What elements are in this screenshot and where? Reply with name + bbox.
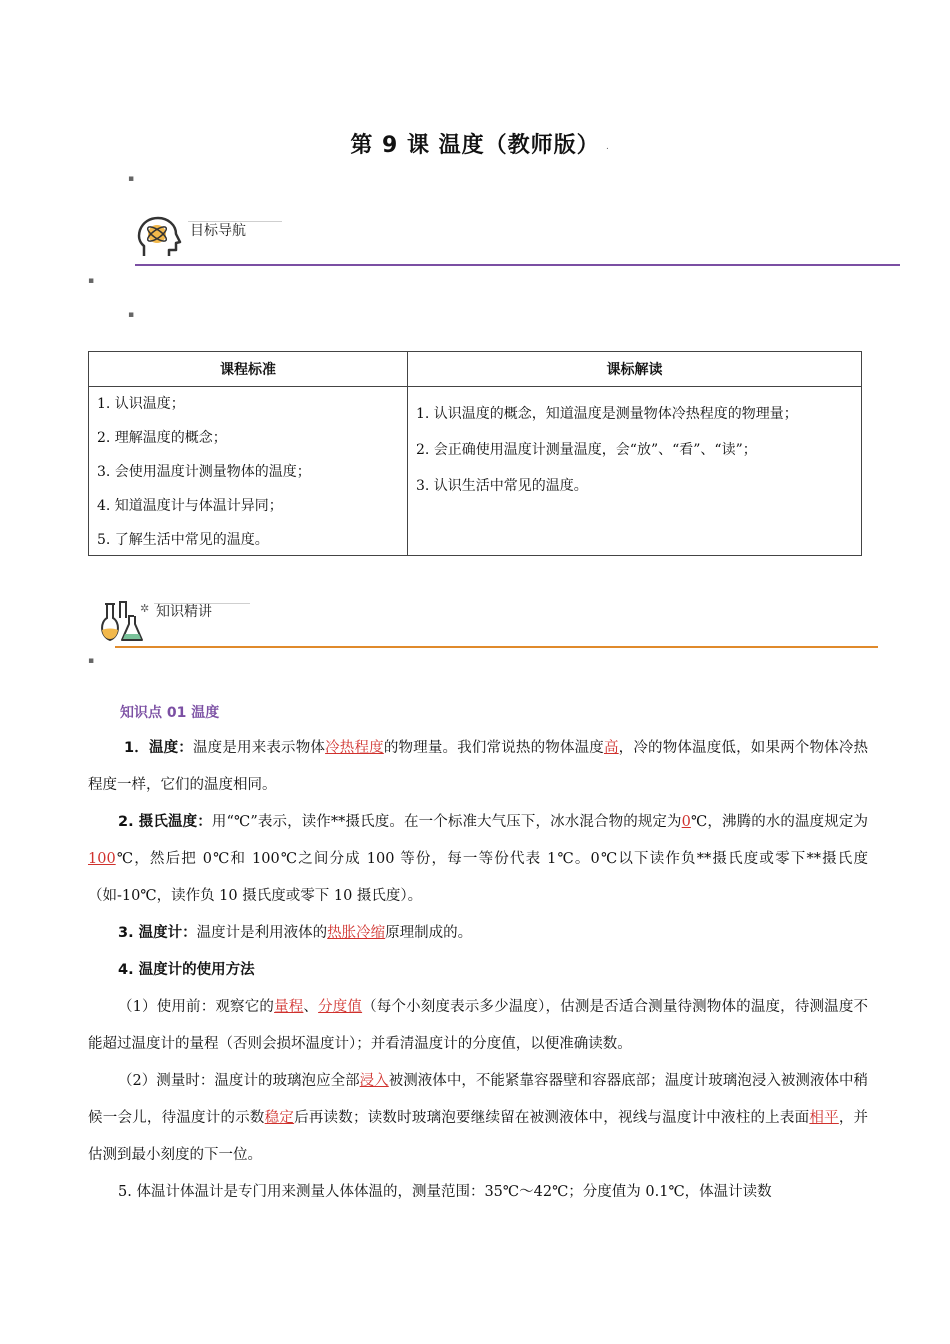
text: 后再读数；读数时玻璃泡要继续留在被测液体中，视线与温度计中液柱的上表面 xyxy=(294,1110,810,1126)
list-item: 5. 了解生活中常见的温度。 xyxy=(97,532,269,548)
keyword: 0 xyxy=(681,814,691,830)
text: ，并估测到最小刻度的下一位。 xyxy=(88,1110,869,1163)
text: （每个小刻度表示多少温度），估测是否适合测量待测物体的温度，待测温度不能超过温度计的量程（否则会损坏温度计）；并看清温度计的分度值，以便准确读数。 xyxy=(88,999,869,1052)
text: 、 xyxy=(303,999,319,1015)
text: （1）使用前：观察它的 xyxy=(118,999,275,1015)
term-label: 3. 温度计： xyxy=(118,925,197,941)
keyword: 分度值 xyxy=(318,999,363,1015)
paragraph-mark: ▪ xyxy=(88,276,95,286)
keyword: 热胀冷缩 xyxy=(327,925,386,941)
paragraph xyxy=(88,952,868,989)
term-label: 4. 温度计的使用方法 xyxy=(118,962,255,978)
text: 原理制成的。 xyxy=(385,925,473,941)
paragraph xyxy=(88,1174,868,1211)
table-header: 课标解读 xyxy=(408,352,862,387)
paragraph-mark: ▪ xyxy=(88,656,95,666)
paragraph xyxy=(88,804,868,915)
list-item: 3. 会使用温度计测量物体的温度； xyxy=(97,464,311,480)
paragraph xyxy=(88,989,868,1063)
text: ℃，沸腾的水的温度规定为 xyxy=(690,814,868,830)
paragraph xyxy=(88,730,868,804)
keyword: 高 xyxy=(603,740,619,756)
paragraph xyxy=(88,915,868,952)
section-divider xyxy=(115,646,878,648)
paragraph-mark: . xyxy=(606,142,609,152)
keyword: 量程 xyxy=(274,999,304,1015)
knowledge-point-title: 知识点 01 温度 xyxy=(120,705,220,721)
section-label-goals: 目标导航 xyxy=(190,223,246,239)
interpretation-cell xyxy=(408,387,862,556)
text: 的物理量。我们常说热的物体温度 xyxy=(383,740,604,756)
term-label: 1．温度： xyxy=(124,740,193,756)
list-item: 4. 知道温度计与体温计异同； xyxy=(97,498,283,514)
table-header: 课程标准 xyxy=(89,352,408,387)
flask-icon xyxy=(98,598,146,644)
text: 温度是用来表示物体 xyxy=(192,740,326,756)
text: ℃，然后把 0℃和 100℃之间分成 100 等份，每一等份代表 1℃。0℃以下读作负**摄氏度或零下**摄氏度（如-10℃，读作负 10 摄氏度或零下 10 摄氏度）。 xyxy=(88,851,868,904)
section-divider xyxy=(135,264,900,266)
page-title: 第 9 课 温度（教师版） xyxy=(350,133,600,158)
standards-table xyxy=(88,351,862,556)
gear-icon: ✲ xyxy=(140,602,150,615)
list-item: 2. 理解温度的概念； xyxy=(97,430,227,446)
paragraph-mark: ▪ xyxy=(128,174,135,184)
section-label-knowledge: 知识精讲 xyxy=(156,604,212,620)
text: （2）测量时：温度计的玻璃泡应全部 xyxy=(118,1073,360,1089)
paragraph-mark: ▪ xyxy=(128,310,135,320)
keyword: 稳定 xyxy=(264,1110,295,1126)
head-brain-icon xyxy=(136,216,182,264)
list-item: 2. 会正确使用温度计测量温度，会“放”、“看”、“读”； xyxy=(416,442,757,458)
text: 温度计是利用液体的 xyxy=(196,925,328,941)
text: 被测液体中，不能紧靠容器壁和容器底部；温度计玻璃泡浸入被测液体中稍候一会儿，待温度计的示数 xyxy=(88,1073,869,1126)
text: 用“℃”表示，读作**摄氏度。在一个标准大气压下，冰水混合物的规定为 xyxy=(211,814,682,830)
paragraph xyxy=(88,1063,868,1174)
term-label: 2. 摄氏温度： xyxy=(118,814,212,830)
keyword: 100 xyxy=(88,851,116,867)
keyword: 冷热程度 xyxy=(325,740,384,756)
list-item: 3. 认识生活中常见的温度。 xyxy=(416,478,588,494)
text: 5. 体温计体温计是专门用来测量人体体温的，测量范围：35℃～42℃；分度值为 0.1℃，体温计读数 xyxy=(118,1184,772,1200)
list-item: 1. 认识温度； xyxy=(97,396,185,412)
standards-cell xyxy=(89,387,408,556)
text: ，冷的物体温度低，如果两个物体冷热程度一样，它们的温度相同。 xyxy=(88,740,869,793)
keyword: 相平 xyxy=(809,1110,839,1126)
list-item: 1. 认识温度的概念，知道温度是测量物体冷热程度的物理量； xyxy=(416,406,798,422)
keyword: 浸入 xyxy=(359,1073,389,1089)
